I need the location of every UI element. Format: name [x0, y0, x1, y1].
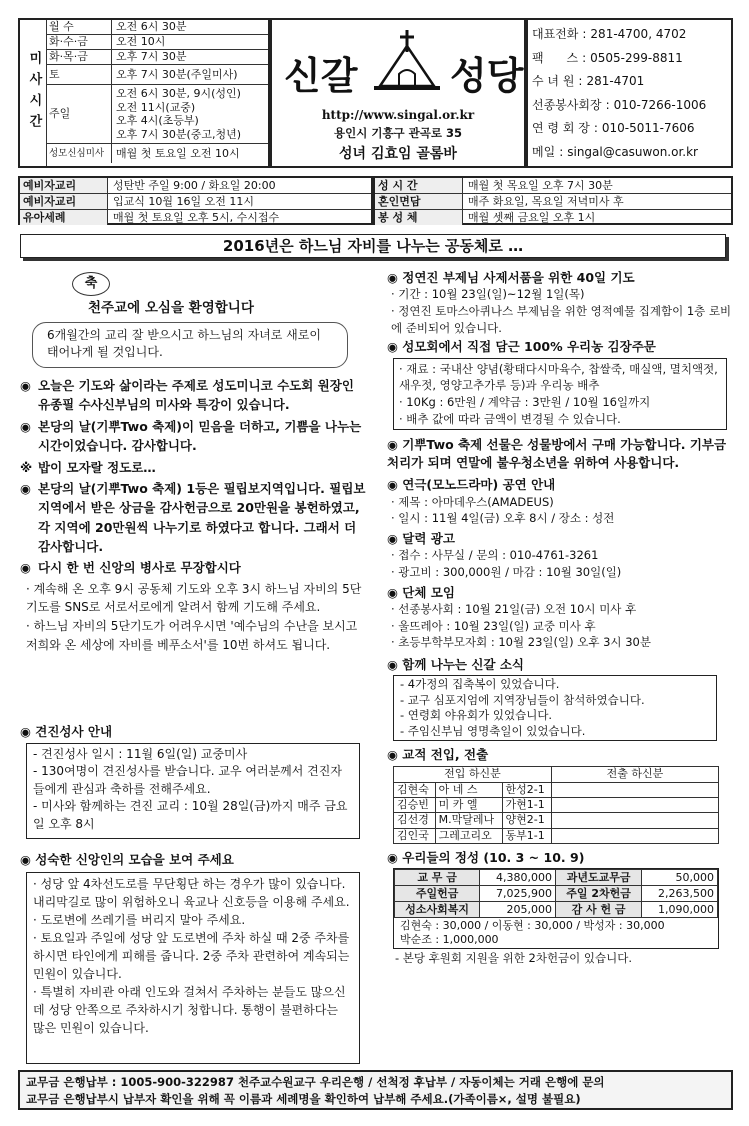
notice-text: 본당의 날(기뿌Two 축제) 1등은 필립보지역입니다. 필립보 지역에서 받은 상금을 감사헌금으로 20만원을 봉헌하였고, 각 지역에 20만원씩 나누기로 하였다고 합니다. 그래서 더 감사합니다.: [38, 480, 366, 554]
offer-value: 205,000: [480, 902, 556, 918]
notice-text: 밥이 모자랄 정도로…: [38, 459, 156, 475]
contact-label: 메일: [532, 144, 556, 159]
transfer-name: 김승빈: [394, 798, 436, 813]
welcome-title: 천주교에 오심을 환영합니다: [88, 300, 254, 316]
notice-item: [20, 458, 368, 477]
mature-line: · 토요일과 주일에 성당 앞 도로변에 주차 하실 때 2중 주차를 하시면 타인에게 피해를 줍니다. 2중 주차 관련하여 계속되는 민원이 있습니다.: [33, 931, 350, 981]
kimjang-title: ◉ 성모회에서 직접 담근 100% 우리농 김장주문: [387, 339, 656, 355]
offer-label: 감 사 헌 금: [555, 902, 641, 918]
groups-line: · 초등부학부모자회 : 10월 23일(일) 오후 3시 30분: [391, 635, 651, 650]
news-title: ◉ 함께 나누는 신갈 소식: [387, 656, 524, 672]
mass-row: [46, 85, 268, 144]
confirmation-title: ◉ 견진성사 안내: [20, 724, 113, 739]
offerings-box: [393, 868, 719, 949]
schedule-row: [20, 178, 371, 194]
mass-day: 주일: [46, 85, 112, 143]
news-line: - 교구 심포지엄에 지역장님들이 참석하였습니다.: [400, 692, 645, 707]
schedule-value: 입교식 10월 16일 오전 11시: [113, 195, 254, 208]
mass-time: 오후 7시 30분: [116, 50, 187, 64]
contact-row: [532, 23, 727, 47]
mass-row: [46, 50, 268, 65]
contact-sep: :: [559, 144, 564, 159]
transfer-table: [393, 766, 719, 843]
news-box: [393, 675, 717, 741]
notice-item: [20, 417, 368, 456]
schedule-value: 성탄반 주일 9:00 / 화요일 20:00: [113, 179, 276, 192]
contact-label: 선종봉사회장: [532, 97, 602, 112]
mass-schedule-box: [18, 18, 270, 168]
mass-day: 토: [46, 65, 112, 84]
schedule-label: 예비자교리: [20, 178, 108, 193]
offerings-note: - 본당 후원회 지원을 위한 2차헌금이 있습니다.: [395, 950, 633, 965]
transfer-area: 양현2-1: [502, 813, 551, 828]
schedule-row: [20, 194, 371, 210]
mass-side-label: 미사시간: [20, 20, 47, 166]
prayer40-line: · 정연진 토마스아퀴나스 부제님을 위한 영적예물 집계함이 1층 로비에 준비되어 있습니다.: [391, 303, 732, 335]
confirmation-line: - 견진성사 일시 : 11월 6일(일) 교중미사: [33, 747, 248, 761]
mass-rows: [46, 20, 268, 163]
transfer-name: 김인국: [394, 828, 436, 843]
notice-text: 본당의 날(기뿌Two 축제)이 믿음을 더하고, 기쁨을 나누는 시간이었습니다. 감사합니다.: [38, 418, 362, 454]
welcome-badge: 축: [72, 272, 110, 296]
arm-line: · 하느님 자비의 5단기도가 어려우시면 '예수님의 수난을 보시고 저희와 온 세상에 자비를 베푸소서'를 10번 하셔도 됩니다.: [26, 618, 358, 652]
transfer-area: 한성2-1: [502, 782, 551, 797]
mature-box: [26, 872, 360, 1064]
offer-value: 2,263,500: [642, 886, 718, 902]
mature-line: · 도로변에 쓰레기를 버리지 말아 주세요.: [33, 913, 246, 927]
schedule-row: [375, 210, 731, 225]
parish-name-left: 신갈: [284, 54, 358, 98]
transfer-saint: 아 네 스: [435, 782, 502, 797]
mass-day: 화·수·금: [46, 35, 112, 49]
contact-row: [532, 94, 727, 118]
contact-row: [532, 141, 727, 165]
transfer-saint: 그레고리오: [435, 828, 502, 843]
kimjang-line: · 재료 : 국내산 양념(황태다시마육수, 찹쌀죽, 매실액, 멸치액젓, 새우젓, 영양고추가루 등)과 우리농 배추: [399, 361, 718, 393]
table-row: [395, 870, 718, 886]
parish-name-right: 성당: [450, 54, 524, 98]
offer-label: 교 무 금: [395, 870, 480, 886]
transfer-area: 가현1-1: [502, 798, 551, 813]
contact-value[interactable]: singal@casuwon.or.kr: [567, 144, 698, 159]
kimjang-line: · 배추 값에 따라 금액이 변경될 수 있습니다.: [399, 411, 621, 426]
mature-line: · 특별히 자비관 아래 인도와 걸쳐서 주차하는 분들도 많으신데 성당 안쪽으로 주차하시기 청합니다. 통행이 불편하다는 많은 민원이 있습니다.: [33, 985, 346, 1035]
schedule-right: [373, 176, 733, 225]
mass-day: 월 수: [46, 20, 112, 34]
mature-line: · 성당 앞 4차선도로를 무단횡단 하는 경우가 많이 있습니다. 내리막길로 많이 위험하오니 육교나 신호등을 이용해 주세요.: [33, 877, 350, 909]
schedule-label: 예비자교리: [20, 194, 108, 209]
schedule-label: 봉 성 체: [375, 210, 463, 225]
schedule-value: 매월 셋째 금요일 오후 1시: [468, 211, 596, 224]
confirmation-line: - 130여명이 견진성사를 받습니다. 교우 여러분께서 견진자들에게 관심과 축하를 전해주세요.: [33, 764, 342, 796]
table-row: [394, 782, 719, 797]
mass-time: 오전 6시 30분, 9시(성인) 오전 11시(교중) 오후 4시(초등부) 오후 7시 30분(중고,청년): [116, 87, 242, 141]
transfer-head-out: 전출 하신분: [552, 767, 719, 782]
play-line: · 일시 : 11월 4일(금) 오후 8시 / 장소 : 성전: [391, 511, 615, 526]
gift-notice: ◉ 기뿌Two 축제 선물은 성물방에서 구매 가능합니다. 기부금 처리가 되며 연말에 불우청소년을 위하여 사용합니다.: [387, 437, 727, 471]
schedule-row: [375, 178, 731, 194]
table-row: [394, 828, 719, 843]
parish-title-box: [270, 18, 526, 168]
contact-sep: :: [578, 74, 583, 88]
transfer-name: 김선경: [394, 813, 436, 828]
news-line: - 주임신부님 영명축일이 있었습니다.: [400, 723, 586, 738]
prayer40-title: ◉ 정연진 부제님 사제서품을 위한 40일 기도: [387, 270, 635, 285]
contact-row: [532, 70, 727, 94]
transfer-saint: 미 카 엘: [435, 798, 502, 813]
contact-label: 팩 스: [532, 50, 579, 65]
left-items: [20, 376, 368, 654]
notice-text: 오늘은 기도와 삶이라는 주제로 성도미니코 수도회 원장인 유종필 수사신부님의 미사와 특강이 있습니다.: [38, 378, 354, 413]
news-line: - 연령회 야유회가 있었습니다.: [400, 708, 553, 723]
table-row: [394, 813, 719, 828]
parish-address: 용인시 기흥구 관곡로 35: [334, 126, 462, 140]
contact-value[interactable]: 0505-299-8811: [590, 50, 683, 65]
notice-item: [20, 479, 368, 557]
calendar-ad-line: · 광고비 : 300,000원 / 마감 : 10월 30일(일): [391, 564, 622, 579]
contact-sep: :: [605, 97, 610, 112]
arm-line: · 계속해 온 오후 9시 공동체 기도와 오후 3시 하느님 자비의 5단기도를 SNS로 서로서로에게 알려서 함께 기도해 주세요.: [26, 581, 362, 615]
mass-time: 매월 첫 토요일 오전 10시: [116, 146, 240, 160]
offerings-title: ◉ 우리들의 정성 (10. 3 ~ 10. 9): [387, 849, 585, 865]
notice-item: [20, 376, 368, 415]
church-logo-icon: [372, 28, 442, 100]
kimjang-line: · 10Kg : 6만원 / 계약금 : 3만원 / 10월 16일까지: [399, 394, 651, 409]
footer-line-2: 교무금 은행납부시 납부자 확인을 위해 꼭 이름과 세례명을 확인하여 납부해 주세요.(가족이름×, 설명 불필요): [26, 1092, 581, 1106]
schedule-row: [20, 210, 371, 225]
schedule-value: 매주 화요일, 목요일 저녁미사 후: [468, 195, 624, 208]
schedule-value: 매월 첫 토요일 오후 5시, 수시접수: [113, 211, 280, 224]
transfer-out-cell: [552, 798, 719, 813]
confirmation-line: - 미사와 함께하는 견진 교리 : 10월 28일(금)까지 매주 금요일 오후 8시: [33, 799, 348, 831]
transfer-head-in: 전입 하신분: [394, 767, 552, 782]
mass-row: [46, 65, 268, 85]
confirmation-box: [26, 743, 360, 839]
transfer-out-cell: [552, 828, 719, 843]
table-row: [394, 798, 719, 813]
transfer-saint: M.막달레나: [435, 813, 502, 828]
offer-value: 50,000: [642, 870, 718, 886]
parish-url[interactable]: http://www.singal.or.kr: [321, 108, 475, 122]
kimjang-box: [393, 358, 727, 431]
contacts-box: [526, 18, 733, 168]
news-line: - 4가정의 집축복이 있었습니다.: [400, 677, 560, 692]
mass-day: 성모신심미사: [46, 144, 112, 163]
schedule-value: 매월 첫 목요일 오후 7시 30분: [468, 179, 613, 192]
schedule-row: [375, 194, 731, 210]
contact-row: [532, 117, 727, 141]
transfer-out-cell: [552, 782, 719, 797]
mass-row: [46, 35, 268, 50]
mass-day: 화·목·금: [46, 50, 112, 64]
groups-title: ◉ 단체 모임: [387, 584, 455, 600]
table-row: [395, 902, 718, 918]
footer-box: [18, 1070, 733, 1110]
mass-time: 오후 7시 30분(주일미사): [116, 67, 238, 81]
mass-row: [46, 20, 268, 35]
offer-value: 4,380,000: [480, 870, 556, 886]
contact-value[interactable]: 010-5011-7606: [601, 121, 695, 135]
offer-label: 과년도교무금: [555, 870, 641, 886]
parish-patron: 성녀 김효임 골롬바: [339, 146, 457, 162]
footer-line-1: 교무금 은행납부 : 1005-900-322987 천주교수원교구 우리은행 / 선척정 후납부 / 자동이체는 거래 은행에 문의: [26, 1075, 605, 1089]
transfer-title: ◉ 교적 전입, 전출: [387, 747, 489, 763]
contact-value[interactable]: 010-7266-1006: [613, 97, 707, 112]
bullet-icon: ◉: [20, 378, 31, 393]
contact-sep: :: [593, 121, 598, 135]
bullet-icon: ◉: [20, 418, 31, 434]
play-title: ◉ 연극(모노드라마) 공연 안내: [387, 477, 556, 493]
offer-label: 주일헌금: [395, 886, 480, 902]
offer-label: 성소사회복지: [395, 902, 480, 918]
transfer-area: 동부1-1: [502, 828, 551, 843]
contact-row: [532, 47, 727, 71]
offerings-donors: 김현숙 : 30,000 / 이동현 : 30,000 / 박성자 : 30,000 박순조 : 1,000,000: [400, 919, 665, 946]
schedule-left: [18, 176, 373, 225]
bullet-icon: ※: [20, 459, 33, 475]
calendar-ad-title: ◉ 달력 광고: [387, 531, 455, 547]
contact-label: 수 녀 원: [532, 74, 575, 88]
table-row: [395, 886, 718, 902]
mature-title: ◉ 성숙한 신앙인의 모습을 보여 주세요: [20, 852, 234, 867]
calendar-ad-line: · 접수 : 사무실 / 문의 : 010-4761-3261: [391, 548, 599, 563]
bullet-icon: ◉: [20, 560, 31, 576]
bullet-icon: ◉: [20, 480, 31, 496]
welcome-text: 6개월간의 교리 잘 받으시고 하느님의 자녀로 새로이 태어나게 될 것입니다.: [32, 322, 348, 368]
contact-sep: :: [582, 50, 587, 65]
offer-value: 7,025,900: [480, 886, 556, 902]
play-line: · 제목 : 아마데우스(AMADEUS): [391, 494, 554, 509]
banner: 2016년은 하느님 자비를 나누는 공동체로 …: [20, 234, 726, 258]
prayer40-line: · 기간 : 10월 23일(일)~12월 1일(목): [391, 287, 585, 302]
offer-value: 1,090,000: [642, 902, 718, 918]
mass-row: [46, 144, 268, 163]
contact-value[interactable]: 281-4701: [586, 74, 645, 88]
mass-time: 오전 6시 30분: [116, 20, 187, 34]
groups-line: · 선종봉사회 : 10월 21일(금) 오전 10시 미사 후: [391, 601, 637, 616]
contact-label: 연 령 회 장: [532, 121, 590, 135]
schedule-label: 성 시 간: [375, 178, 463, 193]
groups-line: · 울뜨레아 : 10월 23일(일) 교중 미사 후: [391, 618, 596, 633]
right-col: [387, 270, 733, 966]
contact-sep: :: [582, 27, 587, 41]
welcome-block: [28, 270, 356, 370]
notice-item: [20, 558, 368, 577]
notice-text: 다시 한 번 신앙의 병사로 무장합시다: [38, 560, 241, 576]
mass-time: 오전 10시: [116, 35, 166, 49]
schedule-label: 혼인면담: [375, 194, 463, 209]
schedule-label: 유아세례: [20, 210, 108, 225]
transfer-name: 김현숙: [394, 782, 436, 797]
contact-value[interactable]: 281-4700, 4702: [590, 27, 687, 41]
contact-label: 대표전화: [532, 27, 579, 41]
offer-label: 주일 2차헌금: [555, 886, 641, 902]
transfer-out-cell: [552, 813, 719, 828]
